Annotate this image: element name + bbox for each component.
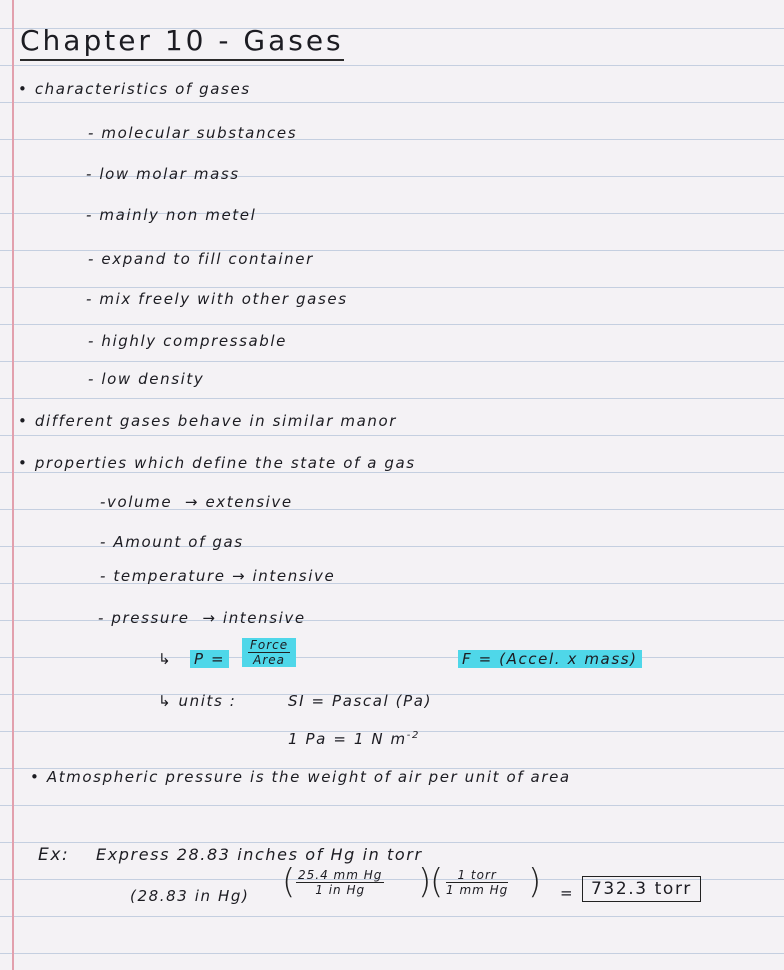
example-term1: (28.83 in Hg) [130,887,250,905]
paren-close-1: ) [418,862,432,902]
pressure-lhs: P = [190,650,229,668]
list-item: - highly compressable [88,332,287,350]
paren-close-2: ) [528,862,542,902]
fraction-denominator: 1 mm Hg [446,883,509,897]
units-label: ↳ units : [158,692,237,710]
fraction-denominator: Area [253,653,286,667]
property-amount: - Amount of gas [100,533,244,551]
conversion-fraction-1 [296,868,384,897]
si-unit: SI = Pascal (Pa) [288,692,433,710]
example-label: Ex: [38,845,70,865]
paren-open-1: ( [282,862,296,902]
fraction-denominator: 1 in Hg [315,883,366,897]
margin-line [12,0,14,970]
answer-box: 732.3 torr [582,876,701,902]
equals-sign: = [560,884,575,902]
bullet-characteristics: • characteristics of gases [18,80,251,98]
pressure-fraction [242,638,296,667]
fraction-numerator: 25.4 mm Hg [298,868,383,882]
example-prompt: Express 28.83 inches of Hg in torr [96,845,423,864]
property-volume: -volume → extensive [100,493,293,511]
pascal-definition: 1 Pa = 1 N $m^{-2}$ [288,730,420,748]
paren-open-2: ( [430,862,444,902]
bullet-properties: • properties which define the state of a gas [18,454,416,472]
force-formula: F = (Accel. x mass) [458,650,642,668]
bullet-behave: • different gases behave in similar manor [18,412,398,430]
pressure-arrow: ↳ [158,650,173,668]
list-item: - expand to fill container [88,250,314,268]
property-pressure: - pressure → intensive [98,609,306,627]
conversion-fraction-2 [446,868,508,897]
property-temperature: - temperature → intensive [100,567,336,585]
fraction-numerator: Force [250,638,289,652]
page-title: Chapter 10 - Gases [20,24,344,61]
list-item: - mix freely with other gases [86,290,348,308]
list-item: - molecular substances [88,124,298,142]
fraction-numerator: 1 torr [446,868,508,883]
list-item: - mainly non metel [86,206,257,224]
bullet-atmospheric: • Atmospheric pressure is the weight of air per unit of area [30,768,571,786]
list-item: - low molar mass [86,165,240,183]
list-item: - low density [88,370,205,388]
